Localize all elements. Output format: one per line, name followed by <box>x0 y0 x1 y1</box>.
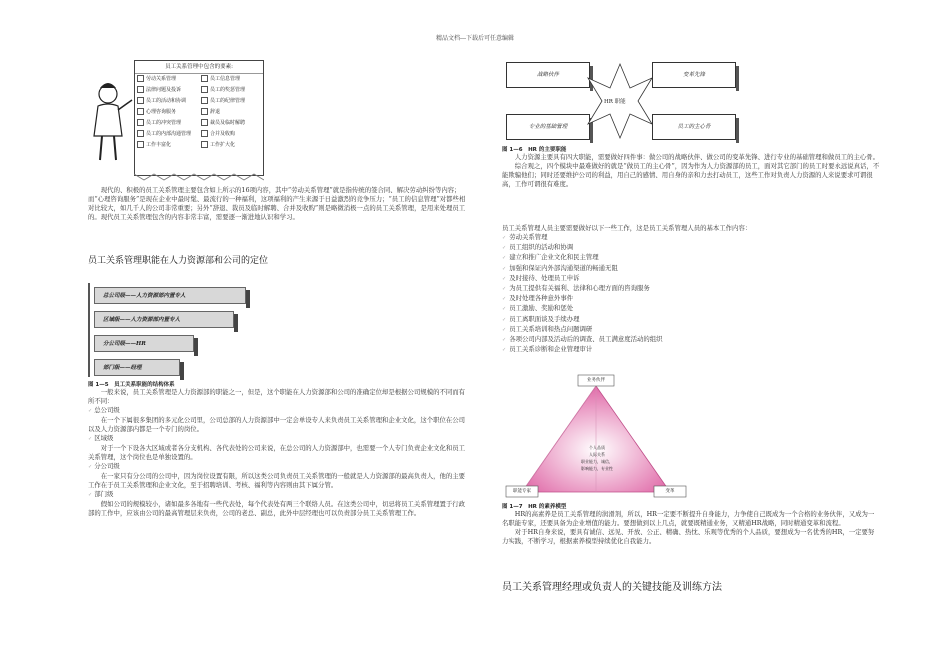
contents-item: 员工信息管理 <box>201 74 263 85</box>
level-title: ✓ 分公司级 <box>88 462 120 470</box>
contents-item: 工作扩大化 <box>201 140 263 151</box>
list-item: ✓ 员工离职面谈及手续办理 <box>502 314 580 323</box>
list-item: ✓ 为员工提供有关福利、法律和心理方面的咨询服务 <box>502 284 650 293</box>
figure-1-5-caption: 图 1—5 员工关系职能的结构体系 <box>88 382 175 388</box>
list-item: ✓ 员工关系诊断和企业管理审计 <box>502 345 593 354</box>
paragraph-competency <box>502 510 880 546</box>
competency-triangle <box>502 372 692 500</box>
triangle-center-text: 个人品质 人际关系 职业能力，诚信， 影响能力，专业性 <box>581 445 613 471</box>
contents-left-list <box>137 74 199 151</box>
paragraph-text: 现代的、积极的员工关系管理主要包含如上所示的16项内容，其中“劳动关系管理”就是指传统的签合同、解决劳动纠纷等内容；而“心理咨询服务”是现在企业中最时髦、最流行的一种福利，这项福利的产生来源于日益激烈的竞争压力；“员工的信息管理”对都些相对比较大，如几千人的公司非常重要；另外“辞退、裁员及临时解聘、合并及收购”则是略微消极一点的员工关系管理，是用来处理员工的。现代员工关系管理包含的内容非常丰富，需要逐一渐进地认识和学习。 <box>88 186 466 221</box>
level-title: ✓ 区域级 <box>88 434 114 442</box>
level-title: ✓ 总公司级 <box>88 406 120 414</box>
list-item: ✓ 及时处理各种意外事件 <box>502 294 574 303</box>
hr-box-strategic-partner: 战略伙伴 <box>506 62 590 88</box>
contents-item: 员工的奖惩管理 <box>201 85 263 96</box>
contents-item: 法律问题及投诉 <box>137 85 199 96</box>
level-text: 假如公司的规模较小，诸如最多各地有一些代表处，每个代表处有两三个联络人员。在这类公司中，切忌将员工关系管理置于行政部的工作中，应该由公司的最高管理层来负责，公司的老总、副总，此外中层经理也可以负责部分员工关系管理工作。 <box>88 500 466 517</box>
structure-bar-dept: 部门级——经理 <box>94 359 180 376</box>
figure-1-6 <box>502 58 748 142</box>
page-header: 精品文档---下载后可任意编辑 <box>435 35 515 42</box>
figure-1-7 <box>502 372 692 500</box>
contents-item: 工作丰富化 <box>137 140 199 151</box>
contents-item: 员工的纪律管理 <box>201 96 263 107</box>
list-item: ✓ 劳动关系管理 <box>502 233 548 241</box>
figure-1-5-leftline <box>88 283 90 377</box>
list-item: ✓ 建立和推广企业文化和民主管理 <box>502 253 599 262</box>
triangle-right-label: 变革 <box>665 489 675 494</box>
contents-item: 辞退 <box>201 107 263 118</box>
contents-item: 裁员及临时解聘 <box>201 118 263 129</box>
list-item: ✓ 加强和保证内外部沟通渠道的畅通无阻 <box>502 263 618 272</box>
list-item: ✓ 员工组织的活动和协调 <box>502 243 574 252</box>
list-item: ✓ 及时接待、处理员工申诉 <box>502 273 580 282</box>
hr-box-employee-champion: 员工的主心骨 <box>652 114 736 140</box>
structure-bar-branch: 分公司级——HR <box>94 335 194 352</box>
paragraph-duties-intro <box>502 224 880 233</box>
paragraph-intro <box>88 186 466 222</box>
hr-box-change-agent: 变革先锋 <box>652 62 736 88</box>
figure-1-7-caption: 图 1—7 HR 的素养模型 <box>502 504 567 510</box>
paragraph-text: 一般来说，员工关系管理是人力资源部的职能之一，但是，这个职能在人力资源部和公司的准确定位却是根据公司规模的不同而有所不同： <box>88 388 466 405</box>
paragraph-text: 综合观之，四个模块中最难做好的就是“做员工的主心骨”，因为作为人力资源部的员工，面对其它部门的员工时要永远说真话，不能欺骗他们；同时还要维护公司的利益，用自己的感情、用自身的亲和力去打动员工，这些工作对负责人力资源的人来说要求可谓很高，工作可谓很有难度。 <box>502 162 880 188</box>
level-text: 在一个下属很多集团的多元化公司里，公司总部的人力资源部中一定会单设专人来负责员工关系管理和企业文化，这个职位在公司以及人力资源部内都是一个专门的岗位。 <box>88 416 466 433</box>
contents-right-list <box>201 74 263 151</box>
hr-center-label: HR 职能 <box>604 99 626 105</box>
level-text: 在一家只有分公司的公司中，因为岗位设置有限，所以这类公司负责员工关系管理的一般就是人力资源部的最高负责人，他的主要工作在于员工关系管理和企业文化，至于招聘培训、考核、福利等内容则由其下属分管。 <box>88 472 466 489</box>
list-item: ✓ 各项公司内部及活动后的调查、员工满意度活动的组织 <box>502 335 663 344</box>
triangle-left-label: 职能专家 <box>513 489 531 494</box>
paragraph-text: 员工关系管理人员主要需要做好以下一些工作，这是员工关系管理人员的基本工作内容： <box>502 224 752 232</box>
structure-bar-hq: 总公司级——人力资源部内置专人 <box>94 287 246 304</box>
paragraph-text: 人力资源主要具有四大职能，需要做好四件事：做公司的战略伙伴、做公司的变革先锋、进行专业的基础管理和做员工的主心骨。 <box>514 153 880 161</box>
contents-title: 员工关系管理中包含的要素: <box>135 61 263 74</box>
contents-item: 心理咨询服务 <box>137 107 199 118</box>
list-item: ✓ 员工关系培训和热点问题调研 <box>502 324 593 333</box>
section-heading-skills: 员工关系管理经理或负责人的关键技能及训练方法 <box>502 582 722 593</box>
contents-item: 合并及收购 <box>201 129 263 140</box>
hr-box-professional-admin: 专业的基础管理 <box>506 114 590 140</box>
figure-1-5 <box>88 283 258 379</box>
contents-item: 员工的冲突管理 <box>137 118 199 129</box>
section-heading-position: 员工关系管理职能在人力资源部和公司的定位 <box>88 256 269 266</box>
figure-1-6-caption: 图 1—6 HR 的主要职能 <box>502 147 567 153</box>
level-title: ✓ 部门级 <box>88 490 114 498</box>
contents-item: 劳动关系管理 <box>137 74 199 85</box>
figure-contents <box>88 58 268 190</box>
duties-list <box>502 233 880 355</box>
paragraph-hr-functions <box>502 153 880 189</box>
structure-bar-region: 区域级——人力资源部内置专人 <box>94 311 234 328</box>
presenter-illustration <box>88 76 134 166</box>
paragraph-levels <box>88 388 466 518</box>
contents-board <box>134 60 264 176</box>
list-item: ✓ 员工激励、奖励和惩处 <box>502 304 574 313</box>
contents-item: 员工的活动和协调 <box>137 96 199 107</box>
level-text: 对于一个下设各大区域或者各分支机构、各代表处的公司来说，在总公司的人力资源部中，也需要一个人专门负责企业文化和员工关系管理，这个岗位也是单独设置的。 <box>88 444 466 461</box>
paragraph-text: 对于HR自身来说，要具有诚信、远见、开放、公正、精确、热忱、乐观等优秀的个人品质，要想成为一名优秀的HR，一定要努力实践，不断学习，根据素养模型持续优化自我能力。 <box>502 528 875 545</box>
triangle-top-label: 业务伙伴 <box>587 378 605 383</box>
torn-edge-decoration <box>134 172 264 182</box>
contents-item: 员工的内部沟通管理 <box>137 129 199 140</box>
paragraph-text: HR的高素养是员工关系管理的润滑剂，所以，HR一定要不断提升自身能力，力争使自己既成为一个合格的业务伙伴，又成为一名职能专家，还要具备为企业增值的能力。要想做到以上几点，就要既精通业务，又精通HR战略，同时精通变革和流程。 <box>502 510 875 527</box>
